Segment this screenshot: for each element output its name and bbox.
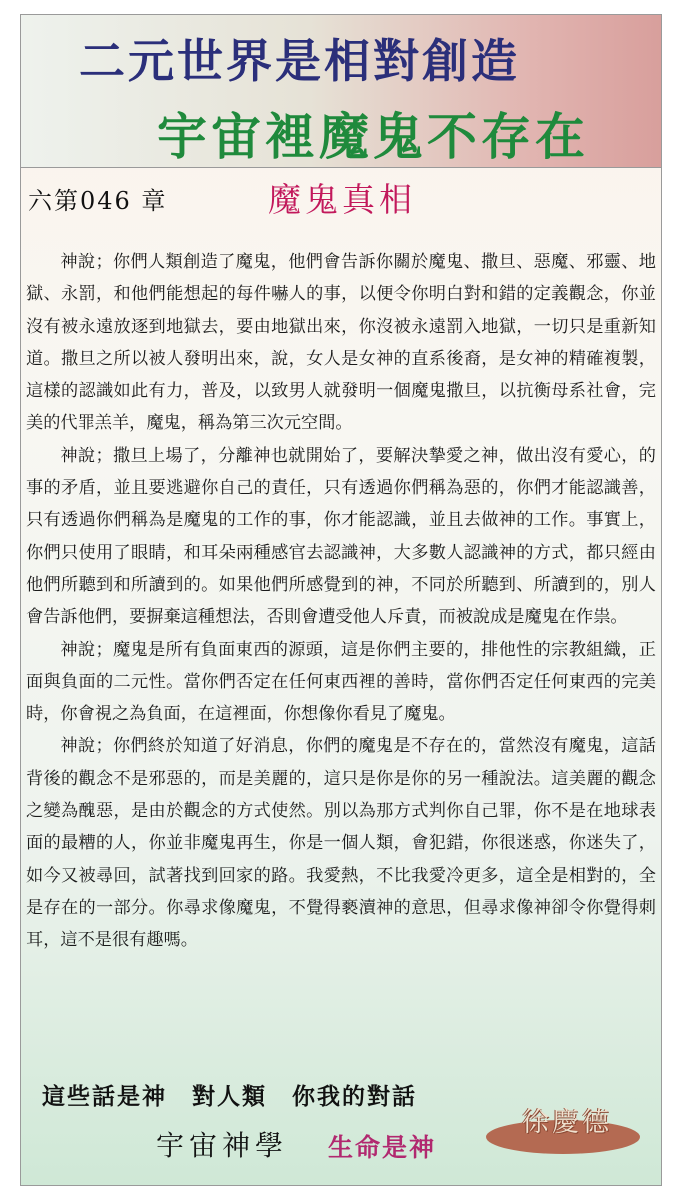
author-signature: 徐慶德 bbox=[522, 1107, 612, 1138]
header-banner bbox=[21, 15, 661, 168]
article-body bbox=[26, 246, 656, 957]
footer-tagline: 這些話是神 對人類 你我的對話 bbox=[42, 1083, 417, 1110]
footer-slogan: 生命是神 bbox=[328, 1133, 437, 1162]
paragraph: 神說；你們終於知道了好消息，你們的魔鬼是不存在的，當然沒有魔鬼，這話背後的觀念不是邪惡的，而是美麗的，這只是你是你的另一種說法。這美麗的觀念之變為醜惡，是由於觀念的方式使然。別以為那方式判你自己罪，你不是在地球表面的最糟的人，你並非魔鬼再生，你是一個人類，會犯錯，你很迷惑，你迷失了，如今又被尋回，試著找到回家的路。我愛熱，不比我愛冷更多，這全是相對的，全是存在的一部分。你尋求像魔鬼，不覺得褻瀆神的意思，但尋求像神卻令你覺得刺耳，這不是很有趣嗎。 bbox=[26, 736, 656, 951]
paragraph: 神說；你們人類創造了魔鬼，他們會告訴你關於魔鬼、撒旦、惡魔、邪靈、地獄、永罰，和他們能想起的每件嚇人的事，以便令你明白對和錯的定義觀念，你並沒有被永遠放逐到地獄去，要由地獄出來，你沒被永遠罰入地獄，一切只是重新知道。撒旦之所以被人發明出來，說，女人是女神的直系後裔，是女神的精確複製，這樣的認識如此有力，普及，以致男人就發明一個魔鬼撒旦，以抗衡母系社會，完美的代罪羔羊，魔鬼，稱為第三次元空間。 bbox=[26, 252, 656, 434]
chapter-title: 魔鬼真相 bbox=[268, 180, 416, 219]
chapter-number: 六第046 章 bbox=[28, 187, 168, 215]
header-title-line1: 二元世界是相對創造 bbox=[79, 34, 520, 88]
footer-brand: 宇宙神學 bbox=[156, 1129, 289, 1162]
paragraph: 神說；魔鬼是所有負面東西的源頭，這是你們主要的，排他性的宗教組織，正面與負面的二元性。當你們否定在任何東西裡的善時，當你們否定任何東西的完美時，你會視之為負面，在這裡面，你想像你看見了魔鬼。 bbox=[26, 639, 656, 725]
header-title-line2: 宇宙裡魔鬼不存在 bbox=[157, 108, 589, 166]
paragraph: 神說；撒旦上場了，分離神也就開始了，要解決摯愛之神，做出沒有愛心，的事的矛盾，並且要逃避你自己的責任，只有透過你們稱為惡的，你們才能認識善，只有透過你們稱為是魔鬼的工作的事，你才能認識，並且去做神的工作。事實上，你們只使用了眼睛，和耳朵兩種感官去認識神，大多數人認識神的方式，都只經由他們所聽到和所讀到的。如果他們所感覺到的神，不同於所聽到、所讀到的，別人會告訴他們，要摒棄這種想法，否則會遭受他人斥責，而被說成是魔鬼在作祟。 bbox=[26, 445, 656, 628]
